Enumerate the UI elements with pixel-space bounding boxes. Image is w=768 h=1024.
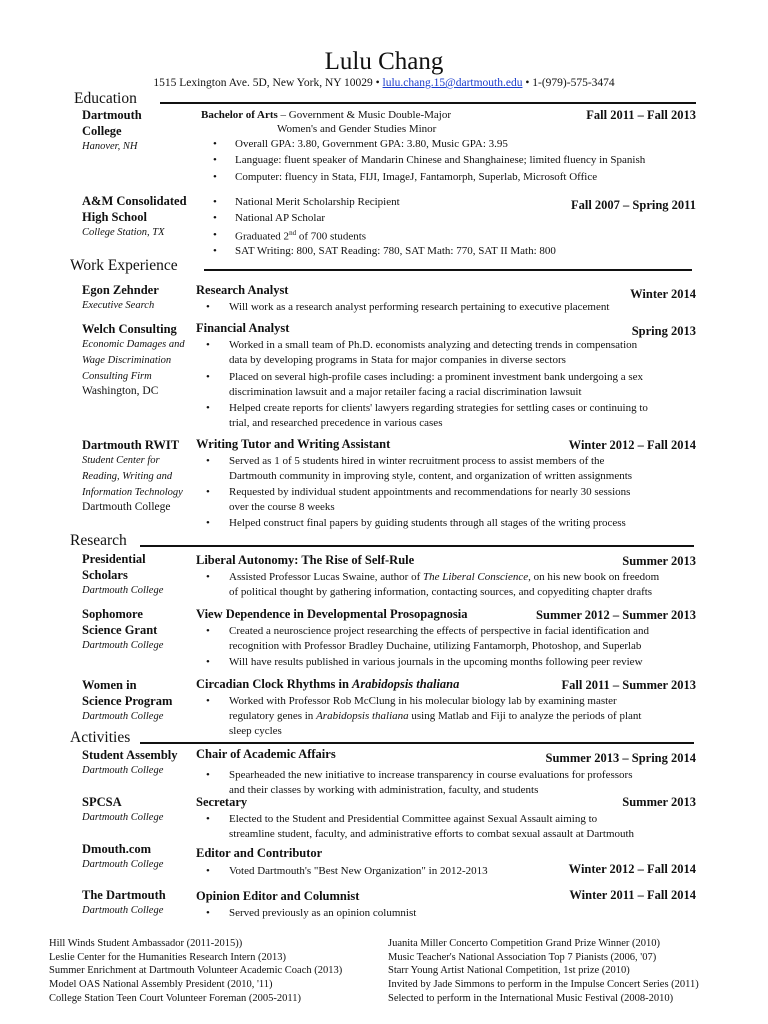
- section-rule: [160, 102, 696, 104]
- email-link[interactable]: lulu.chang.15@dartmouth.edu: [382, 77, 523, 89]
- bullet-glyph: •: [206, 769, 210, 781]
- minor-line: Women's and Gender Studies Minor: [277, 123, 437, 135]
- org-name: Women in: [82, 678, 137, 692]
- bullet-text: Overall GPA: 3.80, Government GPA: 3.80, Music GPA: 3.95: [235, 138, 508, 150]
- section-rule: [204, 269, 692, 271]
- role-title: Circadian Clock Rhythms in Arabidopsis thaliana: [196, 677, 460, 691]
- role-title: Chair of Academic Affairs: [196, 747, 336, 761]
- bullet-text: of political thought by gathering information, contacting sources, and copyediting chapter drafts: [229, 586, 653, 598]
- bullet-text: Elected to the Student and Presidential Committee against Sexual Assault aiming to: [229, 813, 598, 825]
- section-title-activities: Activities: [70, 729, 131, 746]
- bullet-glyph: •: [213, 138, 217, 150]
- org-location: Washington, DC: [82, 385, 159, 397]
- org-name: SPCSA: [82, 795, 122, 809]
- bullet-text: National Merit Scholarship Recipient: [235, 196, 400, 208]
- org-name: College: [82, 124, 122, 138]
- award-item: Music Teacher's National Association Top 7 Pianists (2006, '07): [388, 951, 657, 963]
- section-title-research: Research: [70, 532, 127, 549]
- org-subtitle: Executive Search: [82, 300, 155, 311]
- section-rule: [140, 545, 694, 547]
- bullet-text: SAT Writing: 800, SAT Reading: 780, SAT Math: 770, SAT II Math: 800: [235, 245, 556, 257]
- bullet-text: Assisted Professor Lucas Swaine, author of The Liberal Conscience, on his new book on freedom: [229, 571, 660, 583]
- bullet-glyph: •: [206, 625, 210, 637]
- date: Fall 2011 – Fall 2013: [586, 108, 696, 122]
- bullet-glyph: •: [213, 196, 217, 208]
- org-name: Egon Zehnder: [82, 283, 159, 297]
- org-subtitle: Information Technology: [82, 487, 183, 498]
- org-name: The Dartmouth: [82, 888, 166, 902]
- bullet-text: Dartmouth community in improving style, content, and organization of written assignments: [229, 470, 633, 482]
- date: Summer 2013: [622, 554, 696, 568]
- date: Summer 2012 – Summer 2013: [536, 608, 696, 622]
- role-title: View Dependence in Developmental Prosopagnosia: [196, 607, 468, 621]
- bullet-glyph: •: [206, 371, 210, 383]
- role-title: Opinion Editor and Columnist: [196, 889, 360, 903]
- bullet-glyph: •: [206, 402, 210, 414]
- org-name: Presidential: [82, 552, 146, 566]
- degree-line: Bachelor of Arts – Government & Music Double-Major: [201, 109, 452, 121]
- org-subtitle: Dartmouth College: [82, 585, 164, 596]
- bullet-text: Helped construct final papers by guiding students through all stages of the writing process: [229, 517, 626, 529]
- section-title-work: Work Experience: [70, 257, 178, 274]
- award-item: Summer Enrichment at Dartmouth Volunteer Academic Coach (2013): [49, 965, 343, 977]
- org-subtitle: Dartmouth College: [82, 905, 164, 916]
- phone: • 1-(979)-575-3474: [522, 77, 615, 89]
- org-name: Welch Consulting: [82, 322, 177, 336]
- org-name: Science Program: [82, 694, 173, 708]
- org-name: Science Grant: [82, 623, 158, 637]
- bullet-text: Worked in a small team of Ph.D. economists analyzing and detecting trends in compensation: [229, 339, 638, 351]
- date: Winter 2014: [630, 287, 696, 301]
- award-item: College Station Teen Court Volunteer Foreman (2005-2011): [49, 992, 302, 1004]
- bullet-glyph: •: [206, 695, 210, 707]
- date: Summer 2013: [622, 795, 696, 809]
- bullet-glyph: •: [206, 813, 210, 825]
- org-subtitle: Dartmouth College: [82, 640, 164, 651]
- resume-name: Lulu Chang: [324, 48, 444, 75]
- bullet-glyph: •: [206, 301, 210, 313]
- org-location: Dartmouth College: [82, 501, 171, 513]
- bullet-text: data by developing programs in Stata for major companies in diverse sectors: [229, 354, 566, 366]
- award-item: Starr Young Artist National Competition, 1st prize (2010): [388, 965, 630, 977]
- bullet-text: recognition with Professor Bradley Duchaine, utilizing Fantamorph, Photoshop, and Superlab: [229, 640, 642, 652]
- bullet-glyph: •: [206, 339, 210, 351]
- org-subtitle: Dartmouth College: [82, 859, 164, 870]
- org-location: Hanover, NH: [82, 141, 138, 152]
- bullet-text: Language: fluent speaker of Mandarin Chinese and Shanghainese; limited fluency in Spanish: [235, 154, 646, 166]
- bullet-text: over the course 8 weeks: [229, 501, 335, 513]
- bullet-text: Computer: fluency in Stata, FIJI, ImageJ, Fantamorph, Superlab, Microsoft Office: [235, 171, 598, 183]
- section-rule: [140, 742, 694, 744]
- bullet-glyph: •: [213, 245, 217, 257]
- bullet-glyph: •: [206, 656, 210, 668]
- bullet-text: Requested by individual student appointments and recommendations for nearly 30 sessions: [229, 486, 631, 498]
- bullet-text: trial, and researched precedence in various cases: [229, 417, 443, 429]
- bullet-text: regulatory genes in Arabidopsis thaliana using Matlab and Fiji to analyze the periods of plant: [229, 710, 642, 722]
- award-item: Juanita Miller Concerto Competition Grand Prize Winner (2010): [388, 938, 661, 949]
- bullet-glyph: •: [213, 212, 217, 224]
- awards-right: [388, 937, 699, 1006]
- bullet-text: Served as 1 of 5 students hired in winter recruitment process to assist members of the: [229, 455, 605, 467]
- bullet-text: Served previously as an opinion columnist: [229, 907, 417, 919]
- bullet-text: Worked with Professor Rob McClung in his molecular biology lab by examining master: [229, 695, 617, 707]
- date: Winter 2011 – Fall 2014: [569, 888, 696, 902]
- date: Winter 2012 – Fall 2014: [568, 862, 696, 876]
- org-subtitle: Dartmouth College: [82, 711, 164, 722]
- bullet-text: Will have results published in various journals in the upcoming months following peer review: [229, 656, 643, 668]
- role-title: Research Analyst: [196, 283, 289, 297]
- bullet-text: Graduated 2nd of 700 students: [235, 229, 367, 243]
- bullet-text: Voted Dartmouth's "Best New Organization" in 2012-2013: [229, 865, 488, 877]
- bullet-text: Placed on several high-profile cases including: a prominent investment bank undergoing a sex: [229, 371, 644, 383]
- bullet-text: and their classes by working with administration, faculty, and students: [229, 784, 539, 796]
- section-title-education: Education: [74, 90, 137, 107]
- bullet-text: Spearheaded the new initiative to increase transparency in course evaluations for professors: [229, 769, 633, 781]
- role-title: Editor and Contributor: [196, 846, 323, 860]
- date: Fall 2007 – Spring 2011: [570, 198, 696, 212]
- org-location: College Station, TX: [82, 227, 165, 238]
- award-item: Leslie Center for the Humanities Research Intern (2013): [49, 951, 287, 963]
- bullet-glyph: •: [206, 455, 210, 467]
- org-subtitle: Wage Discrimination: [82, 355, 172, 366]
- bullet-text: National AP Scholar: [235, 212, 326, 224]
- bullet-text: Created a neuroscience project researching the effects of perspective in facial identification and: [229, 625, 650, 637]
- role-title: Liberal Autonomy: The Rise of Self-Rule: [196, 553, 415, 567]
- org-subtitle: Reading, Writing and: [82, 471, 173, 482]
- org-subtitle: Consulting Firm: [82, 371, 152, 382]
- award-item: Invited by Jade Simmons to perform in the Impulse Concert Series (2011): [388, 979, 699, 991]
- bullet-text: sleep cycles: [229, 725, 282, 737]
- role-title: Writing Tutor and Writing Assistant: [196, 437, 391, 451]
- bullet-glyph: •: [206, 865, 210, 877]
- bullet-glyph: •: [213, 171, 217, 183]
- bullet-text: Helped create reports for clients' lawyers regarding strategies for settling cases or continuing to: [229, 402, 648, 414]
- bullet-glyph: •: [206, 571, 210, 583]
- award-item: Model OAS National Assembly President (2010, '11): [49, 979, 273, 991]
- org-subtitle: Dartmouth College: [82, 765, 164, 776]
- org-subtitle: Dartmouth College: [82, 812, 164, 823]
- awards-left: [49, 937, 342, 1006]
- role-title: Financial Analyst: [196, 321, 290, 335]
- award-item: Selected to perform in the International Music Festival (2008-2010): [388, 992, 674, 1004]
- org-name: Student Assembly: [82, 748, 178, 762]
- bullet-glyph: •: [213, 229, 217, 241]
- date: Winter 2012 – Fall 2014: [568, 438, 696, 452]
- bullet-text: discrimination lawsuit and a major retailer facing a racial discrimination lawsuit: [229, 386, 582, 398]
- org-name: A&M Consolidated: [82, 194, 187, 208]
- org-subtitle: Economic Damages and: [82, 339, 185, 350]
- org-name: Dartmouth: [82, 108, 142, 122]
- bullet-glyph: •: [206, 907, 210, 919]
- bullet-text: Will work as a research analyst performing research pertaining to executive placement: [229, 301, 610, 313]
- role-title: Secretary: [196, 795, 248, 809]
- address: 1515 Lexington Ave. 5D, New York, NY 10029 •: [153, 77, 383, 89]
- date: Summer 2013 – Spring 2014: [545, 751, 696, 765]
- bullet-glyph: •: [213, 154, 217, 166]
- org-subtitle: Student Center for: [82, 455, 160, 466]
- bullet-glyph: •: [206, 486, 210, 498]
- org-name: Dmouth.com: [82, 842, 152, 856]
- bullet-text: streamline student, faculty, and administrative efforts to combat sexual assault at Dartmouth: [229, 828, 635, 840]
- award-item: Hill Winds Student Ambassador (2011-2015)): [49, 938, 243, 949]
- contact-line: [0, 77, 768, 89]
- date: Fall 2011 – Summer 2013: [561, 678, 696, 692]
- org-name: High School: [82, 210, 147, 224]
- org-name: Scholars: [82, 568, 128, 582]
- org-name: Sophomore: [82, 607, 143, 621]
- org-name: Dartmouth RWIT: [82, 438, 180, 452]
- date: Spring 2013: [631, 324, 696, 338]
- bullet-glyph: •: [206, 517, 210, 529]
